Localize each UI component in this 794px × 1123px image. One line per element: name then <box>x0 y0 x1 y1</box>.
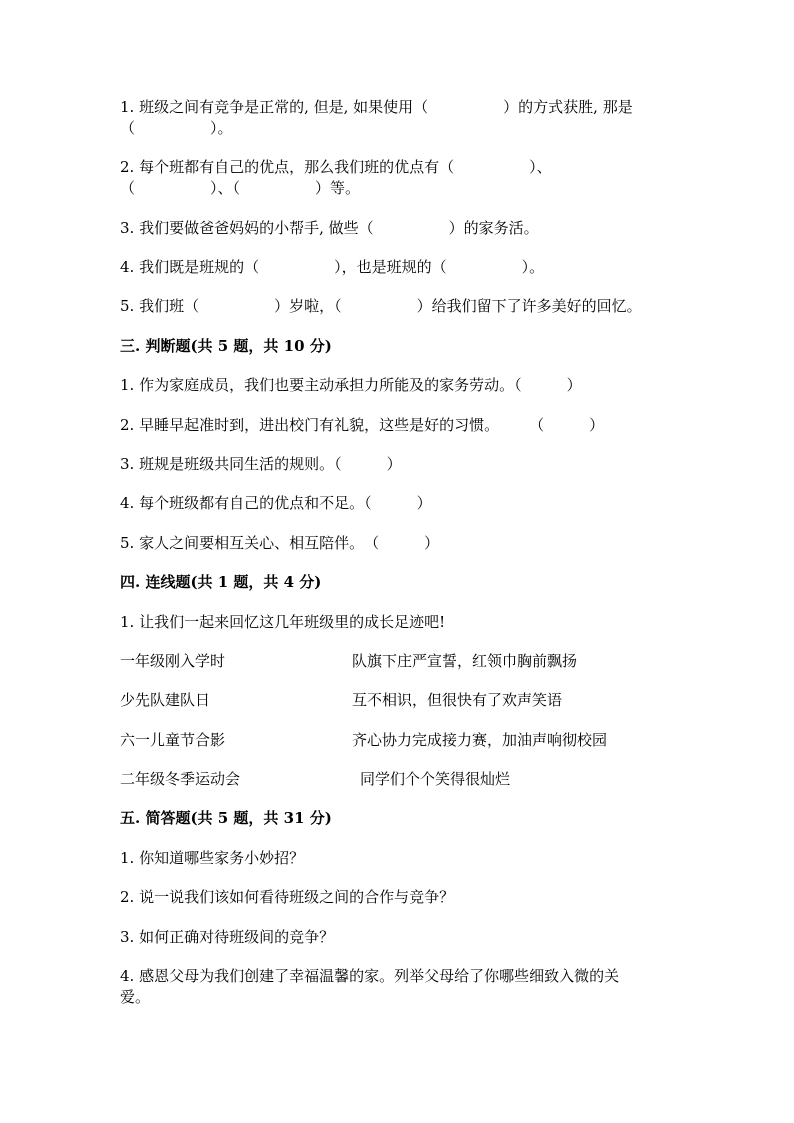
fill-q4: 4. 我们既是班规的（ ），也是班规的（ ）。 <box>120 258 545 276</box>
short-heading: 五. 简答题(共 5 题，共 31 分) <box>120 809 332 827</box>
judge-q1: 1. 作为家庭成员，我们也要主动承担力所能及的家务劳动。（ ） <box>120 376 582 394</box>
fill-q3: 3. 我们要做爸爸妈妈的小帮手, 做些（ ）的家务活。 <box>120 219 539 237</box>
short-q4-line2: 爱。 <box>120 988 151 1006</box>
match-left-3: 六一儿童节合影 <box>120 731 226 749</box>
fill-q2-line1: 2. 每个班都有自己的优点，那么我们班的优点有（ ）、 <box>120 158 552 176</box>
fill-q2-line2: （ ）、（ ）等。 <box>120 179 361 197</box>
match-left-2: 少先队建队日 <box>120 691 211 709</box>
fill-q1-line2: （ ）。 <box>120 119 233 137</box>
match-right-3: 齐心协力完成接力赛，加油声响彻校园 <box>352 731 608 749</box>
judge-q3: 3. 班规是班级共同生活的规则。（ ） <box>120 455 402 473</box>
short-q3: 3. 如何正确对待班级间的竞争？ <box>120 928 335 946</box>
match-left-4: 二年级冬季运动会 <box>120 770 241 788</box>
judge-q2: 2. 早睡早起准时到，进出校门有礼貌，这些是好的习惯。 （ ） <box>120 416 605 434</box>
fill-q1-line1: 1. 班级之间有竞争是正常的, 但是, 如果使用（ ）的方式获胜, 那是 <box>120 98 633 116</box>
judge-q4: 4. 每个班级都有自己的优点和不足。（ ） <box>120 494 432 512</box>
short-q2: 2. 说一说我们该如何看待班级之间的合作与竞争？ <box>120 888 455 906</box>
short-q1: 1. 你知道哪些家务小妙招？ <box>120 849 305 867</box>
judge-heading: 三. 判断题(共 5 题，共 10 分) <box>120 337 332 355</box>
match-heading: 四. 连线题(共 1 题，共 4 分) <box>120 573 322 591</box>
judge-q5: 5. 家人之间要相互关心、相互陪伴。 （ ） <box>120 534 440 552</box>
fill-q5: 5. 我们班（ ）岁啦，（ ）给我们留下了许多美好的回忆。 <box>120 297 642 315</box>
match-right-1: 队旗下庄严宣誓，红领巾胸前飘扬 <box>352 652 578 670</box>
short-q4-line1: 4. 感恩父母为我们创建了幸福温馨的家。列举父母给了你哪些细致入微的关 <box>120 967 620 985</box>
match-right-2: 互不相识，但很快有了欢声笑语 <box>352 691 563 709</box>
match-right-4: 同学们个个笑得很灿烂 <box>360 770 511 788</box>
match-q1: 1. 让我们一起来回忆这几年班级里的成长足迹吧! <box>120 613 446 631</box>
match-left-1: 一年级刚入学时 <box>120 652 226 670</box>
